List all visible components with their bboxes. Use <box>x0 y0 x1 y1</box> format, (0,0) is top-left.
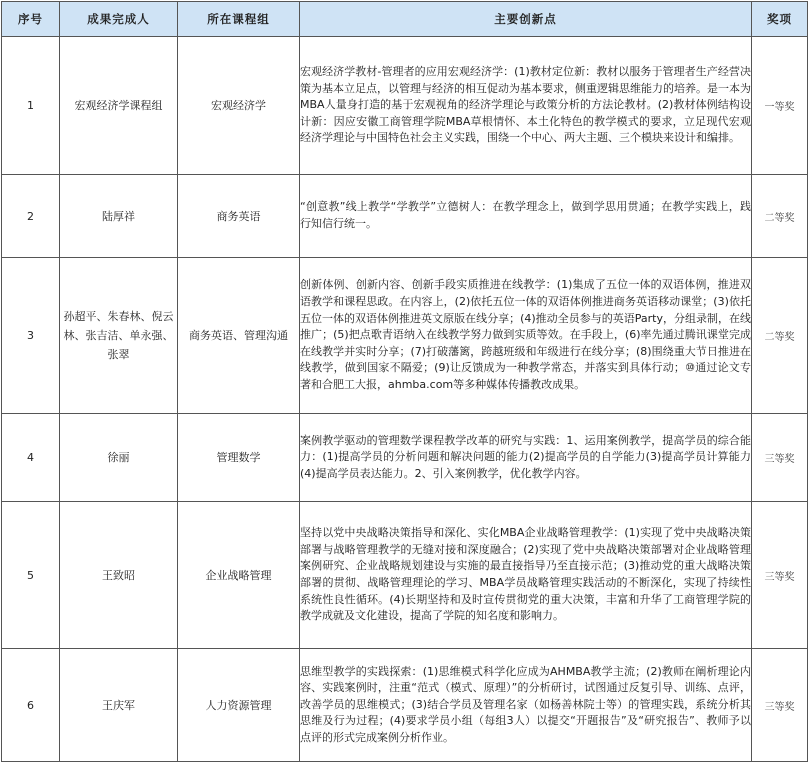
row-innovation: 宏观经济学教材-管理者的应用宏观经济学：(1)教材定位新：教材以服务于管理者生产经营决策为基本立足点，以管理与经济的相互促动为基本要求，侧重逻辑思维能力的培养。是一本为MBA人量身打造的基于宏观视角的经济学理论与政策分析的方法论教材。(2)教材体例结构设计新：因应安徽工商管理学院MBA草根情怀、本土化特色的教学模式的要求，立足现代宏观经济学理论与中国特色社会主义实践，围绕一个中心、两大主题、三个模块来设计和编排。 <box>300 37 752 175</box>
header-award: 奖项 <box>752 2 808 37</box>
row-group: 管理数学 <box>178 414 300 502</box>
row-award: 三等奖 <box>752 649 808 762</box>
row-award: 二等奖 <box>752 258 808 414</box>
table-row <box>2 649 808 762</box>
header-index: 序号 <box>2 2 60 37</box>
table-row <box>2 37 808 175</box>
row-index: 1 <box>2 37 60 175</box>
header-person: 成果完成人 <box>60 2 178 37</box>
row-person: 陆厚祥 <box>60 175 178 258</box>
row-person: 宏观经济学课程组 <box>60 37 178 175</box>
table-row <box>2 175 808 258</box>
table-row <box>2 414 808 502</box>
awards-table <box>1 1 808 762</box>
row-index: 3 <box>2 258 60 414</box>
row-innovation: 思维型教学的实践探索：(1)思维模式科学化应成为AHMBA教学主流；(2)教师在阐析理论内容、实践案例时，注重“范式（模式、原理）”的分析研讨，试图通过反复引导、训练、点评，改善学员的思维模式；(3)结合学员及管理名家（如杨善林院士等）的管理实践，系统分析其思维及行为过程；(4)要求学员小组（每组3人）以提交“开题报告”及“研究报告”、教师予以点评的形式完成案例分析作业。 <box>300 649 752 762</box>
row-person: 徐丽 <box>60 414 178 502</box>
row-award: 三等奖 <box>752 502 808 649</box>
row-person: 王致昭 <box>60 502 178 649</box>
table-row <box>2 258 808 414</box>
row-award: 一等奖 <box>752 37 808 175</box>
row-innovation: “创意教”线上教学“学教学”立德树人：在教学理念上，做到学思用贯通；在教学实践上，践行知信行统一。 <box>300 175 752 258</box>
row-award: 二等奖 <box>752 175 808 258</box>
header-group: 所在课程组 <box>178 2 300 37</box>
row-index: 5 <box>2 502 60 649</box>
row-index: 4 <box>2 414 60 502</box>
row-innovation: 案例教学驱动的管理数学课程教学改革的研究与实践：1、运用案例教学，提高学员的综合能力：(1)提高学员的分析问题和解决问题的能力(2)提高学员的自学能力(3)提高学员计算能力(4)提高学员表达能力。2、引入案例教学，优化教学内容。 <box>300 414 752 502</box>
row-index: 6 <box>2 649 60 762</box>
row-group: 商务英语、管理沟通 <box>178 258 300 414</box>
row-innovation: 坚持以党中央战略决策指导和深化、实化MBA企业战略管理教学：(1)实现了党中央战略决策部署与战略管理教学的无缝对接和深度融合；(2)实现了党中央战略决策部署对企业战略管理案例研究、企业战略规划建设与实施的最直接指导乃至直接示范；(3)推动党的重大战略决策部署的贯彻、战略管理理论的学习、MBA学员战略管理实践活动的不断深化，实现了持续性系统性良性循环。(4)长期坚持和及时宣传贯彻党的重大决策，丰富和升华了工商管理学院的教学成就及文化建设，提高了学院的知名度和影响力。 <box>300 502 752 649</box>
header-row <box>2 2 808 37</box>
row-group: 宏观经济学 <box>178 37 300 175</box>
table-row <box>2 502 808 649</box>
row-person: 王庆军 <box>60 649 178 762</box>
row-index: 2 <box>2 175 60 258</box>
row-group: 商务英语 <box>178 175 300 258</box>
row-award: 三等奖 <box>752 414 808 502</box>
row-group: 人力资源管理 <box>178 649 300 762</box>
header-innovation: 主要创新点 <box>300 2 752 37</box>
row-group: 企业战略管理 <box>178 502 300 649</box>
row-person: 孙超平、朱春林、倪云林、张吉洁、单永强、张翠 <box>60 258 178 414</box>
row-innovation: 创新体例、创新内容、创新手段实质推进在线教学：(1)集成了五位一体的双语体例，推进双语教学和课程思政。在内容上，(2)依托五位一体的双语体例推进商务英语移动课堂；(3)依托五位一体的双语体例推进英文原版在线分享；(4)推动全员参与的英语Party，分组录制，在线推广；(5)把点歌青语纳入在线教学努力做到实质等效。在手段上，(6)率先通过腾讯课堂完成在线教学并实时分享；(7)打破藩篱，跨越班级和年级进行在线分享；(8)围绕重大节日推进在线教学，做到国家不隔爱；(9)让反馈成为一种教学常态，并落实到具体行动；⑩通过论文专著和合肥工大报，ahmba.com等多种媒体传播教改成果。 <box>300 258 752 414</box>
